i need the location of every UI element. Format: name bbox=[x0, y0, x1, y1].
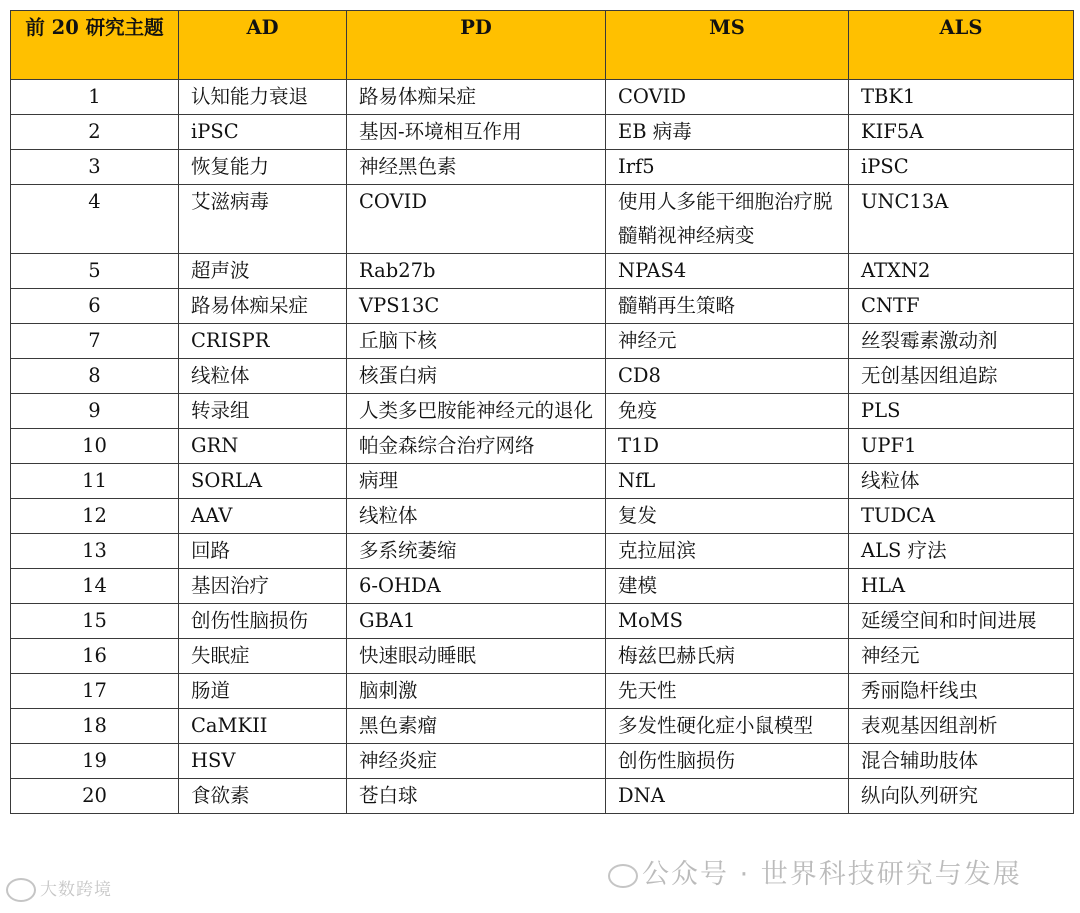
watermark-left bbox=[6, 875, 112, 902]
header-ms: MS bbox=[606, 11, 849, 80]
table-row bbox=[11, 150, 1074, 185]
pd-topic-cell: 神经炎症 bbox=[347, 744, 606, 779]
ms-topic-cell: 创伤性脑损伤 bbox=[606, 744, 849, 779]
pd-topic-cell: COVID bbox=[347, 185, 606, 254]
ms-topic-cell: NPAS4 bbox=[606, 254, 849, 289]
pd-topic-cell: Rab27b bbox=[347, 254, 606, 289]
ms-topic-cell: MoMS bbox=[606, 604, 849, 639]
als-topic-cell: KIF5A bbox=[849, 115, 1074, 150]
als-topic-cell: UPF1 bbox=[849, 429, 1074, 464]
rank-cell: 12 bbox=[11, 499, 179, 534]
ad-topic-cell: HSV bbox=[179, 744, 347, 779]
ms-topic-cell: T1D bbox=[606, 429, 849, 464]
ad-topic-cell: CRISPR bbox=[179, 324, 347, 359]
table-row bbox=[11, 534, 1074, 569]
rank-cell: 16 bbox=[11, 639, 179, 674]
ms-topic-cell: 使用人多能干细胞治疗脱髓鞘视神经病变 bbox=[606, 185, 849, 254]
table-row bbox=[11, 639, 1074, 674]
rank-cell: 6 bbox=[11, 289, 179, 324]
pd-topic-cell: 丘脑下核 bbox=[347, 324, 606, 359]
watermark-right-text: 公众号 · 世界科技研究与发展 bbox=[642, 859, 1022, 890]
rank-cell: 18 bbox=[11, 709, 179, 744]
als-topic-cell: ATXN2 bbox=[849, 254, 1074, 289]
ms-topic-cell: COVID bbox=[606, 80, 849, 115]
header-ad: AD bbox=[179, 11, 347, 80]
ad-topic-cell: 肠道 bbox=[179, 674, 347, 709]
table-row bbox=[11, 744, 1074, 779]
als-topic-cell: 无创基因组追踪 bbox=[849, 359, 1074, 394]
rank-cell: 3 bbox=[11, 150, 179, 185]
rank-cell: 15 bbox=[11, 604, 179, 639]
ms-topic-cell: 免疫 bbox=[606, 394, 849, 429]
als-topic-cell: ALS 疗法 bbox=[849, 534, 1074, 569]
table-row bbox=[11, 115, 1074, 150]
ms-topic-cell: 先天性 bbox=[606, 674, 849, 709]
ms-topic-cell: 复发 bbox=[606, 499, 849, 534]
pd-topic-cell: 帕金森综合治疗网络 bbox=[347, 429, 606, 464]
ad-topic-cell: 超声波 bbox=[179, 254, 347, 289]
rank-cell: 17 bbox=[11, 674, 179, 709]
table-row bbox=[11, 604, 1074, 639]
rank-cell: 2 bbox=[11, 115, 179, 150]
pd-topic-cell: 黑色素瘤 bbox=[347, 709, 606, 744]
rank-cell: 13 bbox=[11, 534, 179, 569]
ms-topic-cell: DNA bbox=[606, 779, 849, 814]
rank-cell: 5 bbox=[11, 254, 179, 289]
ad-topic-cell: 食欲素 bbox=[179, 779, 347, 814]
ad-topic-cell: GRN bbox=[179, 429, 347, 464]
ad-topic-cell: 失眠症 bbox=[179, 639, 347, 674]
table-row bbox=[11, 464, 1074, 499]
weibo-icon bbox=[6, 878, 36, 902]
table-row bbox=[11, 674, 1074, 709]
als-topic-cell: 丝裂霉素激动剂 bbox=[849, 324, 1074, 359]
ad-topic-cell: 路易体痴呆症 bbox=[179, 289, 347, 324]
header-als: ALS bbox=[849, 11, 1074, 80]
rank-cell: 1 bbox=[11, 80, 179, 115]
table-row bbox=[11, 324, 1074, 359]
table-row bbox=[11, 289, 1074, 324]
rank-cell: 14 bbox=[11, 569, 179, 604]
ad-topic-cell: 线粒体 bbox=[179, 359, 347, 394]
als-topic-cell: 秀丽隐杆线虫 bbox=[849, 674, 1074, 709]
als-topic-cell: 纵向队列研究 bbox=[849, 779, 1074, 814]
pd-topic-cell: 6-OHDA bbox=[347, 569, 606, 604]
als-topic-cell: 延缓空间和时间进展 bbox=[849, 604, 1074, 639]
pd-topic-cell: 苍白球 bbox=[347, 779, 606, 814]
ms-topic-cell: 梅兹巴赫氏病 bbox=[606, 639, 849, 674]
table-row bbox=[11, 359, 1074, 394]
pd-topic-cell: 脑刺激 bbox=[347, 674, 606, 709]
table-row bbox=[11, 254, 1074, 289]
ad-topic-cell: 认知能力衰退 bbox=[179, 80, 347, 115]
pd-topic-cell: 核蛋白病 bbox=[347, 359, 606, 394]
header-rank: 前 20 研究主题 bbox=[11, 11, 179, 80]
als-topic-cell: 线粒体 bbox=[849, 464, 1074, 499]
ms-topic-cell: CD8 bbox=[606, 359, 849, 394]
pd-topic-cell: 病理 bbox=[347, 464, 606, 499]
ms-topic-cell: 建模 bbox=[606, 569, 849, 604]
table-row bbox=[11, 499, 1074, 534]
ad-topic-cell: 转录组 bbox=[179, 394, 347, 429]
pd-topic-cell: 多系统萎缩 bbox=[347, 534, 606, 569]
ms-topic-cell: 髓鞘再生策略 bbox=[606, 289, 849, 324]
table-row bbox=[11, 185, 1074, 254]
als-topic-cell: CNTF bbox=[849, 289, 1074, 324]
als-topic-cell: TBK1 bbox=[849, 80, 1074, 115]
als-topic-cell: 表观基因组剖析 bbox=[849, 709, 1074, 744]
rank-cell: 7 bbox=[11, 324, 179, 359]
als-topic-cell: TUDCA bbox=[849, 499, 1074, 534]
als-topic-cell: 神经元 bbox=[849, 639, 1074, 674]
ms-topic-cell: EB 病毒 bbox=[606, 115, 849, 150]
rank-cell: 20 bbox=[11, 779, 179, 814]
ms-topic-cell: 神经元 bbox=[606, 324, 849, 359]
table-row bbox=[11, 569, 1074, 604]
ms-topic-cell: 多发性硬化症小鼠模型 bbox=[606, 709, 849, 744]
als-topic-cell: UNC13A bbox=[849, 185, 1074, 254]
ad-topic-cell: 恢复能力 bbox=[179, 150, 347, 185]
research-topics-table bbox=[10, 10, 1074, 814]
ms-topic-cell: Irf5 bbox=[606, 150, 849, 185]
wechat-icon bbox=[608, 864, 638, 888]
pd-topic-cell: 线粒体 bbox=[347, 499, 606, 534]
rank-cell: 8 bbox=[11, 359, 179, 394]
pd-topic-cell: 人类多巴胺能神经元的退化 bbox=[347, 394, 606, 429]
table-row bbox=[11, 779, 1074, 814]
ad-topic-cell: SORLA bbox=[179, 464, 347, 499]
pd-topic-cell: 路易体痴呆症 bbox=[347, 80, 606, 115]
ad-topic-cell: CaMKII bbox=[179, 709, 347, 744]
pd-topic-cell: 神经黑色素 bbox=[347, 150, 606, 185]
pd-topic-cell: GBA1 bbox=[347, 604, 606, 639]
pd-topic-cell: 快速眼动睡眠 bbox=[347, 639, 606, 674]
table-row bbox=[11, 80, 1074, 115]
als-topic-cell: PLS bbox=[849, 394, 1074, 429]
table-row bbox=[11, 394, 1074, 429]
als-topic-cell: HLA bbox=[849, 569, 1074, 604]
pd-topic-cell: VPS13C bbox=[347, 289, 606, 324]
watermark-left-text: 大数跨境 bbox=[40, 880, 112, 900]
ad-topic-cell: 创伤性脑损伤 bbox=[179, 604, 347, 639]
table-header-row bbox=[11, 11, 1074, 80]
rank-cell: 4 bbox=[11, 185, 179, 254]
als-topic-cell: iPSC bbox=[849, 150, 1074, 185]
pd-topic-cell: 基因-环境相互作用 bbox=[347, 115, 606, 150]
ad-topic-cell: 艾滋病毒 bbox=[179, 185, 347, 254]
ms-topic-cell: 克拉屈滨 bbox=[606, 534, 849, 569]
ad-topic-cell: 基因治疗 bbox=[179, 569, 347, 604]
als-topic-cell: 混合辅助肢体 bbox=[849, 744, 1074, 779]
rank-cell: 9 bbox=[11, 394, 179, 429]
table-row bbox=[11, 709, 1074, 744]
table-row bbox=[11, 429, 1074, 464]
ad-topic-cell: AAV bbox=[179, 499, 347, 534]
header-pd: PD bbox=[347, 11, 606, 80]
ad-topic-cell: 回路 bbox=[179, 534, 347, 569]
rank-cell: 19 bbox=[11, 744, 179, 779]
table-body bbox=[11, 80, 1074, 814]
ms-topic-cell: NfL bbox=[606, 464, 849, 499]
watermark-right bbox=[608, 852, 1022, 891]
ad-topic-cell: iPSC bbox=[179, 115, 347, 150]
rank-cell: 10 bbox=[11, 429, 179, 464]
rank-cell: 11 bbox=[11, 464, 179, 499]
